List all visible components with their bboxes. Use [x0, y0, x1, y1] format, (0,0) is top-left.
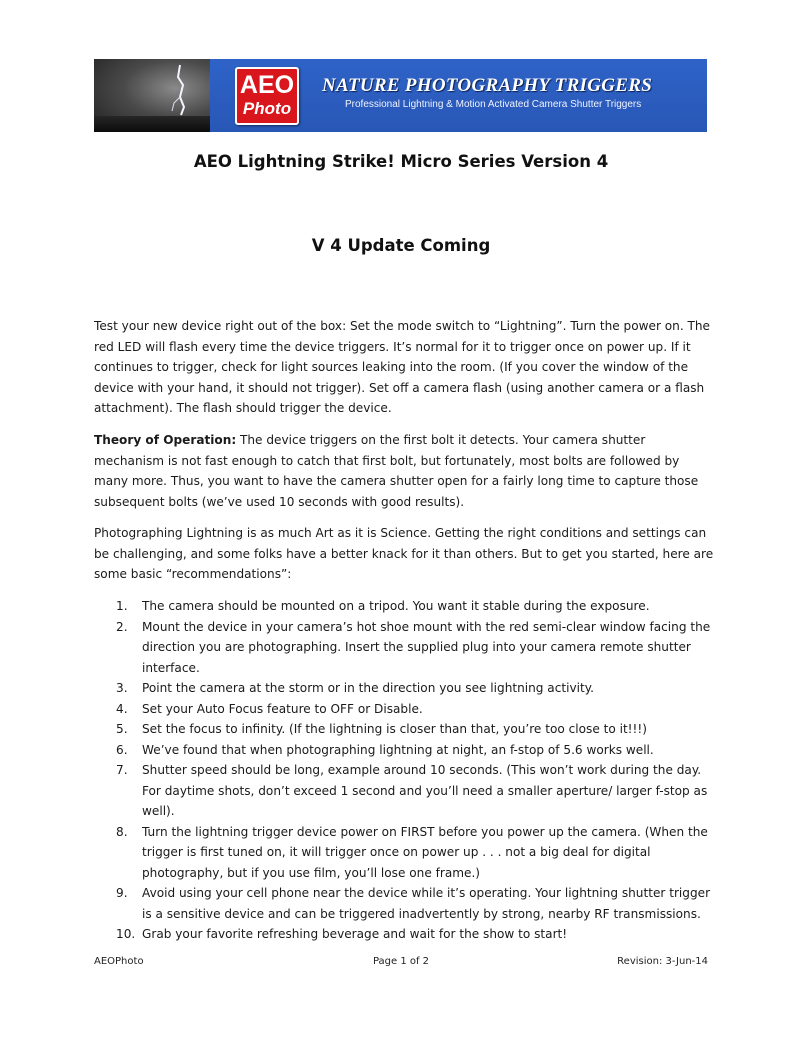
list-item-text: Grab your favorite refreshing beverage and wait for the show to start!	[142, 927, 568, 941]
document-subtitle: V 4 Update Coming	[311, 236, 491, 255]
list-item-text: Turn the lightning trigger device power on FIRST before you power up the camera. (When the trigger is first tuned on, it will trigger once on power up . . . not a big deal for digital photography, but if you use film, you’ll lose one frame.)	[142, 824, 708, 880]
document-title: AEO Lightning Strike! Micro Series Version 4	[193, 152, 609, 171]
theory-paragraph	[94, 430, 714, 512]
footer-page-number: Page 1 of 2	[372, 956, 430, 967]
list-item	[94, 719, 714, 740]
list-item	[94, 596, 714, 617]
list-item	[94, 699, 714, 720]
theory-text: The device triggers on the first bolt it detects. Your camera shutter mechanism is not fast enough to catch that first bolt, but fortunately, most bolts are followed by many more. Thus, you want to have the camera shutter open for a fairly long time to capture those subsequent bolts (we’ve used 10 seconds with good results).	[94, 433, 699, 509]
logo-aeo-text: AEO	[239, 71, 295, 99]
list-item-number: 3.	[116, 681, 128, 695]
list-item-text: Mount the device in your camera’s hot shoe mount with the red semi-clear window facing the direction you are photographing. Insert the supplied plug into your camera remote shutter interface.	[142, 619, 711, 675]
list-item-number: 7.	[116, 763, 128, 777]
list-item-text: Set the focus to infinity. (If the lightning is closer than that, you’re too close to it!!!)	[142, 722, 647, 736]
list-item-number: 9.	[116, 886, 128, 900]
footer-revision: Revision: 3-Jun-14	[617, 956, 708, 967]
list-item-text: The camera should be mounted on a tripod. You want it stable during the exposure.	[142, 599, 650, 613]
list-item-number: 2.	[116, 619, 128, 634]
header-banner	[94, 59, 707, 132]
banner-subtitle: Professional Lightning & Motion Activated Camera Shutter Triggers	[345, 99, 642, 110]
list-item-number: 1.	[116, 599, 128, 613]
list-item-text: Shutter speed should be long, example around 10 seconds. (This won’t work during the day. For daytime shots, don’t exceed 1 second and you’ll need a smaller aperture/ larger f-stop as well).	[142, 763, 708, 818]
list-item-number: 8.	[116, 824, 128, 839]
lightning-photo	[94, 59, 210, 132]
list-item	[94, 883, 714, 924]
list-item-text: Avoid using your cell phone near the device while it’s operating. Your lightning shutter trigger is a sensitive device and can be triggered inadvertently by strong, nearby RF transmissions.	[142, 886, 711, 921]
list-item	[94, 617, 714, 679]
list-item-text: We’ve found that when photographing lightning at night, an f-stop of 5.6 works well.	[142, 742, 654, 757]
list-item-text: Point the camera at the storm or in the direction you see lightning activity.	[142, 681, 595, 695]
recommendations-paragraph: Photographing Lightning is as much Art as it is Science. Getting the right conditions and settings can be challenging, and some folks have a better knack for it than others. But to get you started, here are some basic “recommendations”:	[94, 526, 714, 581]
aeo-photo-logo	[235, 67, 299, 125]
footer-author: AEOPhoto	[94, 956, 144, 967]
logo-photo-text: Photo	[242, 99, 292, 118]
list-item-text: Set your Auto Focus feature to OFF or Disable.	[142, 701, 423, 716]
list-item-number: 4.	[116, 701, 128, 716]
list-item-number: 6.	[116, 742, 128, 757]
list-item	[94, 760, 714, 822]
theory-label: Theory of Operation:	[94, 433, 237, 447]
list-item-number: 10.	[116, 927, 136, 941]
recommendations-list	[94, 596, 714, 945]
banner-title: NATURE PHOTOGRAPHY TRIGGERS	[322, 75, 653, 96]
list-item	[94, 678, 714, 699]
list-item-number: 5.	[116, 722, 128, 736]
list-item	[94, 822, 714, 884]
list-item	[94, 924, 714, 945]
intro-paragraph: Test your new device right out of the box: Set the mode switch to “Lightning”. Turn the power on. The red LED will flash every time the device triggers. It’s normal for it to trigger once on power up. If it continues to trigger, check for light sources leaking into the room. (If you cover the window of the device with your hand, it should not trigger). Set off a camera flash (using another camera or a flash attachment). The flash should trigger the device.	[94, 319, 710, 415]
list-item	[94, 740, 714, 761]
